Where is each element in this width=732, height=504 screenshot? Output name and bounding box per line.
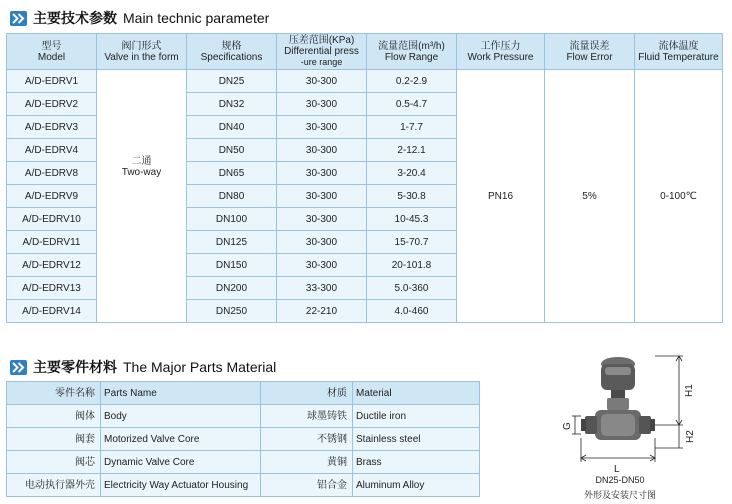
cell-pressure: 30-300 bbox=[277, 93, 367, 116]
cell-model: A/D-EDRV12 bbox=[7, 254, 97, 277]
cell-spec: DN65 bbox=[187, 162, 277, 185]
cell-flow: 20-101.8 bbox=[367, 254, 457, 277]
cell-part-cn: 阀套 bbox=[7, 428, 101, 451]
cell-pressure: 30-300 bbox=[277, 254, 367, 277]
cell-model: A/D-EDRV9 bbox=[7, 185, 97, 208]
cell-spec: DN80 bbox=[187, 185, 277, 208]
header-valve-form: 阀门形式 Valve in the form bbox=[97, 34, 187, 70]
header-material-en: Material bbox=[353, 382, 480, 405]
cell-model: A/D-EDRV3 bbox=[7, 116, 97, 139]
cell-spec: DN150 bbox=[187, 254, 277, 277]
technic-title-cn: 主要技术参数 bbox=[33, 10, 117, 26]
cell-material-cn: 不锈钢 bbox=[261, 428, 353, 451]
cell-part-cn: 阀芯 bbox=[7, 451, 101, 474]
cell-flow: 5.0-360 bbox=[367, 277, 457, 300]
cell-fluid-temperature: 0-100℃ bbox=[635, 70, 723, 323]
cell-model: A/D-EDRV8 bbox=[7, 162, 97, 185]
cell-spec: DN125 bbox=[187, 231, 277, 254]
table-row bbox=[7, 474, 480, 497]
header-flow-error: 流量误差 Flow Error bbox=[545, 34, 635, 70]
label-h2: H2 bbox=[685, 430, 696, 443]
header-part-cn: 零件名称 bbox=[7, 382, 101, 405]
cell-material-en: Aluminum Alloy bbox=[353, 474, 480, 497]
table-row bbox=[7, 405, 480, 428]
technic-title-en: Main technic parameter bbox=[123, 10, 270, 26]
cell-part-en: Dynamic Valve Core bbox=[101, 451, 261, 474]
double-chevron-right-icon bbox=[10, 360, 27, 375]
cell-model: A/D-EDRV13 bbox=[7, 277, 97, 300]
parts-header-row bbox=[7, 382, 480, 405]
cell-part-en: Electricity Way Actuator Housing bbox=[101, 474, 261, 497]
diagram-caption-title: 外形及安装尺寸图 bbox=[583, 490, 656, 500]
cell-part-cn: 阀体 bbox=[7, 405, 101, 428]
cell-flow: 1-7.7 bbox=[367, 116, 457, 139]
header-model: 型号 Model bbox=[7, 34, 97, 70]
cell-flow-error: 5% bbox=[545, 70, 635, 323]
cell-pressure: 22-210 bbox=[277, 300, 367, 323]
cell-model: A/D-EDRV4 bbox=[7, 139, 97, 162]
cell-spec: DN250 bbox=[187, 300, 277, 323]
cell-material-cn: 球墨铸铁 bbox=[261, 405, 353, 428]
header-work-pressure: 工作压力 Work Pressure bbox=[457, 34, 545, 70]
parts-table bbox=[6, 381, 480, 497]
cell-pressure: 30-300 bbox=[277, 162, 367, 185]
table-row bbox=[7, 428, 480, 451]
cell-pressure: 30-300 bbox=[277, 139, 367, 162]
parts-title-en: The Major Parts Material bbox=[123, 359, 277, 375]
cell-material-cn: 黄铜 bbox=[261, 451, 353, 474]
cell-spec: DN40 bbox=[187, 116, 277, 139]
cell-part-en: Body bbox=[101, 405, 261, 428]
cell-spec: DN100 bbox=[187, 208, 277, 231]
parts-title-cn: 主要零件材料 bbox=[33, 359, 117, 375]
cell-part-en: Motorized Valve Core bbox=[101, 428, 261, 451]
cell-material-en: Stainless steel bbox=[353, 428, 480, 451]
header-part-en: Parts Name bbox=[101, 382, 261, 405]
cell-work-pressure: PN16 bbox=[457, 70, 545, 323]
cell-material-en: Ductile iron bbox=[353, 405, 480, 428]
label-h1: H1 bbox=[684, 384, 695, 397]
table-row bbox=[7, 451, 480, 474]
cell-flow: 15-70.7 bbox=[367, 231, 457, 254]
parts-section-header bbox=[10, 357, 276, 377]
cell-pressure: 30-300 bbox=[277, 208, 367, 231]
cell-pressure: 30-300 bbox=[277, 231, 367, 254]
valve-dimension-diagram bbox=[555, 352, 705, 487]
cell-model: A/D-EDRV10 bbox=[7, 208, 97, 231]
cell-material-cn: 铝合金 bbox=[261, 474, 353, 497]
cell-flow: 0.5-4.7 bbox=[367, 93, 457, 116]
label-g: G bbox=[562, 422, 573, 430]
cell-flow: 0.2-2.9 bbox=[367, 70, 457, 93]
technic-section-header bbox=[10, 8, 269, 28]
cell-pressure: 30-300 bbox=[277, 70, 367, 93]
cell-pressure: 33-300 bbox=[277, 277, 367, 300]
header-fluid-temperature: 流体温度 Fluid Temperature bbox=[635, 34, 723, 70]
cell-flow: 3-20.4 bbox=[367, 162, 457, 185]
technic-header-row bbox=[7, 34, 723, 70]
cell-pressure: 30-300 bbox=[277, 185, 367, 208]
cell-model: A/D-EDRV14 bbox=[7, 300, 97, 323]
table-row bbox=[7, 70, 723, 93]
valve-illustration bbox=[581, 357, 655, 440]
cell-valve-form: 二通 Two-way bbox=[97, 70, 187, 323]
cell-model: A/D-EDRV1 bbox=[7, 70, 97, 93]
cell-spec: DN25 bbox=[187, 70, 277, 93]
cell-model: A/D-EDRV2 bbox=[7, 93, 97, 116]
cell-flow: 4.0-460 bbox=[367, 300, 457, 323]
cell-flow: 2-12.1 bbox=[367, 139, 457, 162]
cell-spec: DN200 bbox=[187, 277, 277, 300]
header-flow-range: 流量范围(m³/h) Flow Range bbox=[367, 34, 457, 70]
technic-table bbox=[6, 33, 723, 323]
diagram-caption-model: DN25-DN50 bbox=[595, 475, 645, 485]
cell-spec: DN32 bbox=[187, 93, 277, 116]
cell-flow: 10-45.3 bbox=[367, 208, 457, 231]
header-differential-pressure: 压差范围(KPa) Differential press -ure range bbox=[277, 34, 367, 70]
label-l: L bbox=[614, 464, 620, 475]
double-chevron-right-icon bbox=[10, 11, 27, 26]
header-material-cn: 材质 bbox=[261, 382, 353, 405]
cell-flow: 5-30.8 bbox=[367, 185, 457, 208]
cell-pressure: 30-300 bbox=[277, 116, 367, 139]
cell-material-en: Brass bbox=[353, 451, 480, 474]
cell-part-cn: 电动执行器外壳 bbox=[7, 474, 101, 497]
header-specifications: 规格 Specifications bbox=[187, 34, 277, 70]
cell-model: A/D-EDRV11 bbox=[7, 231, 97, 254]
cell-spec: DN50 bbox=[187, 139, 277, 162]
